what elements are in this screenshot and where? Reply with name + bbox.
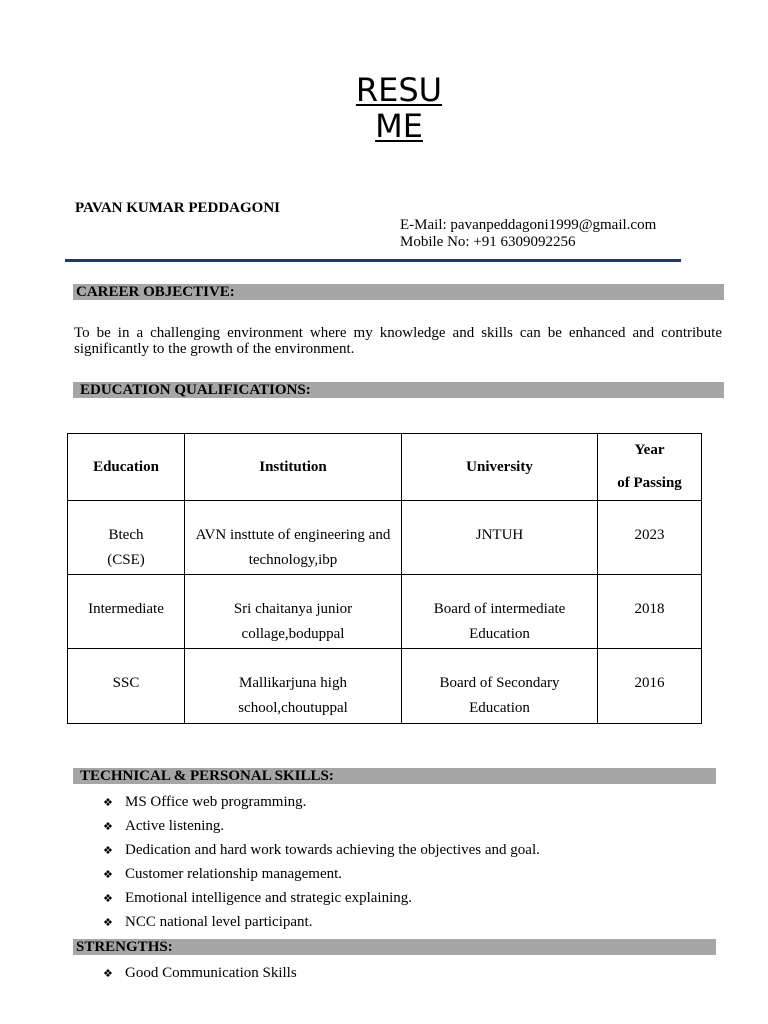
institution-value: Mallikarjuna high [239, 675, 347, 691]
list-item [75, 842, 715, 866]
list-item [75, 794, 715, 818]
resume-title [0, 72, 768, 144]
institution-value-line-2: school,choutuppal [238, 700, 348, 716]
skill-text: Customer relationship management. [125, 866, 343, 882]
column-header-university: University [402, 434, 598, 501]
table-row [68, 649, 702, 724]
year-value: 2016 [634, 675, 665, 691]
education-heading: EDUCATION QUALIFICATIONS: [80, 382, 311, 398]
list-item [75, 866, 715, 890]
skills-list [75, 794, 715, 938]
education-cell [68, 575, 185, 649]
year-value: 2023 [634, 527, 665, 543]
education-value-line-2: (CSE) [107, 552, 145, 568]
list-item [75, 965, 715, 989]
institution-value-line-2: collage,boduppal [241, 626, 345, 642]
university-value-line-2: Education [469, 626, 530, 642]
title-line-1: RESU [355, 71, 443, 109]
list-item [75, 914, 715, 938]
year-cell [598, 575, 702, 649]
strengths-band [73, 939, 716, 955]
skill-text: MS Office web programming. [125, 794, 307, 810]
career-objective-band [73, 284, 724, 300]
diamond-bullet-icon: ❖ [103, 868, 113, 881]
career-objective-text: To be in a challenging environment where my knowledge and skills can be enhanced and contribute significantly to the growth of the environment. [74, 325, 722, 357]
candidate-name: PAVAN KUMAR PEDDAGONI [75, 200, 281, 216]
university-value: Board of intermediate [433, 601, 566, 617]
university-value: Board of Secondary [439, 675, 560, 691]
year-cell [598, 649, 702, 724]
skill-text: NCC national level participant. [125, 914, 313, 930]
skill-text: Emotional intelligence and strategic explaining. [125, 890, 412, 906]
email-line: E-Mail: pavanpeddagoni1999@gmail.com [400, 217, 657, 233]
year-value: 2018 [634, 601, 665, 617]
strengths-list [75, 965, 715, 989]
university-cell [402, 575, 598, 649]
institution-cell [185, 575, 402, 649]
list-item [75, 818, 715, 842]
column-header-institution: Institution [185, 434, 402, 501]
column-header-education: Education [68, 434, 185, 501]
year-header-line-1: Year [634, 442, 665, 458]
mobile-line: Mobile No: +91 6309092256 [400, 234, 576, 250]
skills-heading: TECHNICAL & PERSONAL SKILLS: [80, 768, 334, 784]
education-band [73, 382, 724, 398]
education-cell [68, 649, 185, 724]
education-value: SSC [112, 675, 140, 691]
institution-cell [185, 501, 402, 575]
university-cell [402, 649, 598, 724]
education-value: Intermediate [88, 601, 164, 617]
diamond-bullet-icon: ❖ [103, 796, 113, 809]
university-value: JNTUH [475, 527, 524, 543]
education-table [67, 433, 702, 724]
title-line-2: ME [375, 107, 423, 145]
skill-text: Active listening. [125, 818, 225, 834]
year-cell [598, 501, 702, 575]
university-cell [402, 501, 598, 575]
year-header-line-2: of Passing [617, 475, 682, 491]
column-header-year [598, 434, 702, 501]
contact-block [400, 217, 656, 251]
career-objective-heading: CAREER OBJECTIVE: [76, 284, 235, 300]
diamond-bullet-icon: ❖ [103, 967, 113, 980]
institution-value-line-2: technology,ibp [248, 552, 338, 568]
institution-value: AVN insttute of engineering and [195, 527, 391, 543]
education-cell [68, 501, 185, 575]
university-value-line-2: Education [469, 700, 530, 716]
institution-cell [185, 649, 402, 724]
diamond-bullet-icon: ❖ [103, 916, 113, 929]
diamond-bullet-icon: ❖ [103, 820, 113, 833]
diamond-bullet-icon: ❖ [103, 892, 113, 905]
list-item [75, 890, 715, 914]
skills-band [73, 768, 716, 784]
strengths-heading: STRENGTHS: [76, 939, 173, 955]
strength-text: Good Communication Skills [125, 965, 297, 981]
skill-text: Dedication and hard work towards achieving the objectives and goal. [125, 842, 540, 858]
institution-value: Sri chaitanya junior [233, 601, 353, 617]
header-divider [65, 259, 681, 262]
education-value: Btech [108, 527, 144, 543]
diamond-bullet-icon: ❖ [103, 844, 113, 857]
table-row [68, 575, 702, 649]
table-row [68, 501, 702, 575]
table-header-row [68, 434, 702, 501]
